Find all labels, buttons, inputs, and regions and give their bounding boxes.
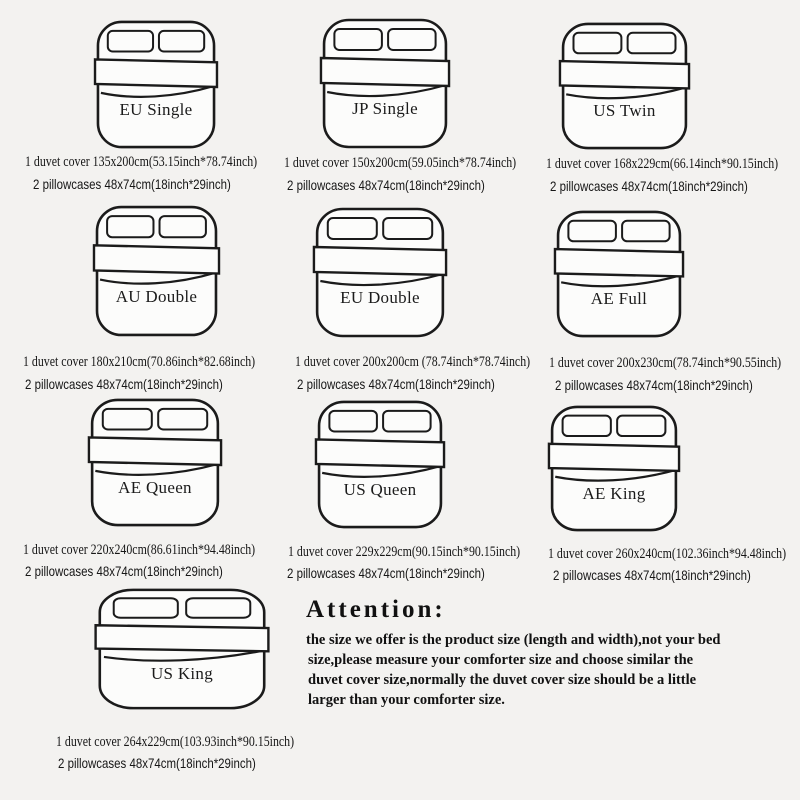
duvet-size-text: 1 duvet cover 200x230cm(78.74inch*90.55inch) (549, 355, 782, 371)
bed-size-label: AE Queen (118, 477, 192, 497)
pillowcase-size-text: 2 pillowcases 48x74cm(18inch*29inch) (58, 755, 256, 771)
pillowcase-size-text: 2 pillowcases 48x74cm(18inch*29inch) (25, 563, 223, 579)
attention-line: the size we offer is the product size (length and width),not your bed (306, 632, 721, 648)
bed-diagram (90, 398, 220, 527)
bed-figure (561, 22, 688, 150)
bed-figure (550, 405, 678, 532)
bed-figure (317, 400, 443, 529)
duvet-size-text: 1 duvet cover 229x229cm(90.15inch*90.15inch) (288, 544, 521, 560)
bed-size-label: US Twin (593, 101, 656, 121)
bed-diagram (561, 22, 688, 150)
bed-figure (90, 398, 220, 527)
bed-figure (97, 588, 267, 710)
pillowcase-size-text: 2 pillowcases 48x74cm(18inch*29inch) (550, 178, 748, 194)
bed-size-label: EU Double (340, 288, 420, 308)
duvet-size-text: 1 duvet cover 180x210cm(70.86inch*82.68inch) (23, 354, 256, 370)
duvet-size-text: 1 duvet cover 168x229cm(66.14inch*90.15inch) (546, 156, 779, 172)
bed-diagram (322, 18, 448, 149)
bed-figure (95, 205, 218, 337)
attention-line: duvet cover size,normally the duvet cover size should be a little (308, 672, 697, 688)
bed-figure (322, 18, 448, 149)
duvet-size-text: 1 duvet cover 150x200cm(59.05inch*78.74inch) (284, 155, 517, 171)
bed-diagram (315, 207, 445, 338)
bed-figure (556, 210, 682, 338)
bed-diagram (550, 405, 678, 532)
bed-size-label: JP Single (352, 99, 418, 119)
bed-size-label: US Queen (343, 479, 417, 499)
attention-line: size,please measure your comforter size and choose similar the (308, 652, 694, 668)
bed-figure (315, 207, 445, 338)
duvet-size-text: 1 duvet cover 260x240cm(102.36inch*94.48inch) (548, 546, 787, 562)
duvet-size-text: 1 duvet cover 200x200cm (78.74inch*78.74inch) (295, 354, 531, 370)
bed-diagram (556, 210, 682, 338)
pillowcase-size-text: 2 pillowcases 48x74cm(18inch*29inch) (287, 177, 485, 193)
pillowcase-size-text: 2 pillowcases 48x74cm(18inch*29inch) (25, 376, 223, 392)
duvet-size-text: 1 duvet cover 264x229cm(103.93inch*90.15inch) (56, 734, 295, 750)
bed-diagram (95, 205, 218, 337)
attention-text (306, 630, 796, 710)
pillowcase-size-text: 2 pillowcases 48x74cm(18inch*29inch) (287, 565, 485, 581)
bed-size-label: EU Single (119, 99, 193, 119)
pillowcase-size-text: 2 pillowcases 48x74cm(18inch*29inch) (33, 176, 231, 192)
bed-diagram (96, 20, 216, 149)
bed-size-label: AE King (582, 483, 646, 503)
bed-size-label: AU Double (115, 286, 198, 306)
bed-diagram (97, 588, 267, 710)
pillowcase-size-text: 2 pillowcases 48x74cm(18inch*29inch) (553, 567, 751, 583)
bed-size-label: US King (150, 663, 214, 683)
bed-figure (96, 20, 216, 149)
bed-size-label: AE Full (590, 289, 648, 309)
duvet-size-text: 1 duvet cover 135x200cm(53.15inch*78.74inch) (25, 154, 258, 170)
attention-title: Attention: (306, 596, 446, 623)
bed-diagram (317, 400, 443, 529)
pillowcase-size-text: 2 pillowcases 48x74cm(18inch*29inch) (297, 376, 495, 392)
duvet-size-text: 1 duvet cover 220x240cm(86.61inch*94.48inch) (23, 542, 256, 558)
pillowcase-size-text: 2 pillowcases 48x74cm(18inch*29inch) (555, 377, 753, 393)
attention-line: larger than your comforter size. (308, 692, 505, 708)
